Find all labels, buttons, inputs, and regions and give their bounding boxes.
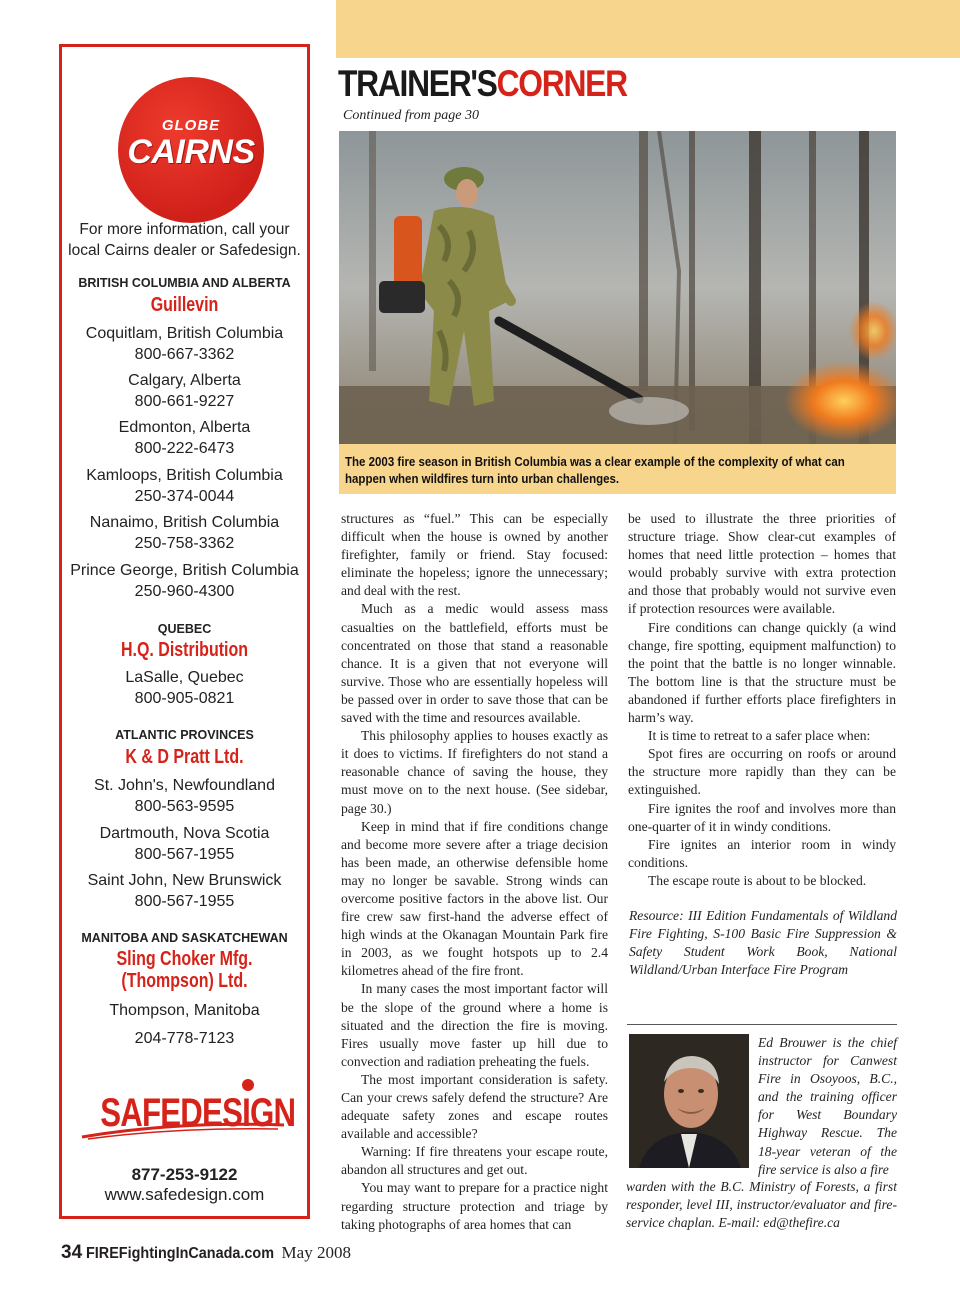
header-band — [336, 0, 960, 58]
continued-note: Continued from page 30 — [343, 108, 479, 123]
location-city: Kamloops, British Columbia — [86, 467, 283, 484]
divider — [627, 1024, 897, 1025]
safedesign-logo — [76, 1083, 296, 1143]
article-paragraph: You may want to prepare for a practice night regarding structure protection and triage by taking photographs of area homes that can — [341, 1180, 608, 1232]
article-paragraph: It is time to retreat to a safer place when: — [648, 728, 871, 744]
dealer-location — [62, 465, 307, 507]
article-paragraph: Much as a medic would assess mass casualties on the battlefield, efforts must be concentrated on those that stand a reasonable chance. It is a given that not everyone will survive. Those who are essentially hopeless will be passed over in order to save those that can be saved with the time and resources available. — [341, 601, 608, 726]
safedesign-wordmark: SAFEDESIGN — [100, 1091, 296, 1135]
dealer-location — [62, 1000, 307, 1021]
article-paragraph: The most important consideration is safety. Can your crews safely defend the structure? Are adequate safety zones and escape routes available and accessible? — [341, 1071, 608, 1142]
logo-cairns-text: CAIRNS — [127, 133, 255, 171]
dealer-location — [62, 823, 307, 865]
wildfire-photo — [339, 131, 896, 444]
resource-note: Resource: III Edition Fundamentals of Wildland Fire Fighting, S-100 Basic Fire Suppression & Safety Student Work Book, National Wildland/Urban Interface Fire Program — [629, 908, 897, 978]
location-phone: 800-661-9227 — [134, 393, 235, 410]
location-phone: 250-374-0044 — [134, 488, 235, 505]
dealer-location — [62, 370, 307, 412]
section-title-part2: CORNER — [496, 63, 627, 104]
article-paragraph: Spot fires are occurring on roofs or around the structure more rapidly than they can be extinguished. — [628, 746, 896, 798]
region-heading: MANITOBA AND SASKATCHEWAN — [81, 931, 288, 945]
dealer-location — [62, 1028, 307, 1049]
location-city: Saint John, New Brunswick — [87, 872, 282, 889]
author-headshot — [629, 1034, 749, 1168]
page-footer — [61, 1242, 351, 1264]
author-bio: Ed Brouwer is the chief instructor for Canwest Fire in Osoyoos, B.C., and the training officer for West Boundary Highway Rescue. The 18-year veteran of the fire service is also a fire — [758, 1035, 897, 1177]
article-paragraph: Fire conditions can change quickly (a wind change, fire spotting, equipment malfunction) to the point that the battle is no longer winnable. The bottom line is that the structure must be abandoned if further efforts place firefighters in harm’s way. — [628, 619, 896, 726]
location-city: Prince George, British Columbia — [70, 562, 299, 579]
location-city: Edmonton, Alberta — [118, 419, 251, 436]
safedesign-website[interactable]: www.safedesign.com — [104, 1185, 265, 1204]
photo-caption-text: The 2003 fire season in British Columbia was a clear example of the complexity of what can happen when wildfires turn into urban challenges. — [345, 455, 845, 486]
location-phone: 800-667-3362 — [134, 346, 235, 363]
article-paragraph: This philosophy applies to houses exactly as it does to victims. If firefighters do not stand a reasonable chance of saving the house, they must move on to the next house. (See sidebar, page 30.) — [341, 728, 608, 816]
region-heading: BRITISH COLUMBIA AND ALBERTA — [78, 276, 291, 290]
dealer-name: H.Q. Distribution — [120, 639, 249, 661]
section-title-part1: TRAINER'S — [338, 63, 497, 104]
location-city: Thompson, Manitoba — [109, 1002, 260, 1019]
dealer-location — [62, 870, 307, 912]
logo-swoosh-icon — [78, 1119, 288, 1141]
location-city: LaSalle, Quebec — [125, 669, 244, 686]
logo-dot — [242, 1079, 254, 1091]
dealer-location — [62, 560, 307, 602]
article-paragraph: Fire ignites the roof and involves more than one-quarter of it in windy conditions. — [628, 800, 896, 834]
location-city: Nanaimo, British Columbia — [89, 514, 280, 531]
article-paragraph: In many cases the most important factor will be the slope of the ground where a home is situated and the direction the fire is moving. Fires usually move faster up hill due to convection and radiation preheating the fuels. — [341, 981, 608, 1069]
dealer-location — [62, 512, 307, 554]
location-phone: 800-222-6473 — [134, 440, 235, 457]
globe-cairns-logo — [118, 77, 264, 223]
dealer-location — [62, 667, 307, 709]
location-phone: 250-758-3362 — [134, 535, 235, 552]
footer-website[interactable]: FIREFightingInCanada.com — [86, 1245, 275, 1262]
article-paragraph: be used to illustrate the three priorities of structure triage. Show clear-cut examples of homes that need little protection – homes that would probably survive with extra protection and those that probably would not survive even if protection resources were available. — [628, 511, 896, 617]
author-portrait-image — [629, 1034, 749, 1168]
location-city: Calgary, Alberta — [128, 372, 241, 389]
article-paragraph: Warning: If fire threatens your escape route, abandon all structures and get out. — [341, 1144, 608, 1178]
dealer-name: Guillevin — [150, 294, 219, 316]
author-bio-continued: warden with the B.C. Ministry of Forests, a first responder, level III, instructor/evaluator and fire-service chaplan. E-mail: ed@thefire.ca — [626, 1179, 897, 1231]
dealer-location — [62, 323, 307, 365]
dealer-name: (Thompson) Ltd. — [121, 970, 248, 992]
article-column-3 — [628, 510, 896, 890]
photo-caption — [339, 444, 896, 494]
dealer-name: K & D Pratt Ltd. — [125, 746, 244, 768]
location-phone: 800-567-1955 — [134, 846, 235, 863]
ad-intro-line2: local Cairns dealer or Safedesign. — [68, 242, 301, 259]
article-column-2 — [341, 510, 608, 1234]
dealer-location — [62, 417, 307, 459]
location-city: Coquitlam, British Columbia — [85, 325, 284, 342]
location-city: Dartmouth, Nova Scotia — [99, 825, 270, 842]
location-phone: 800-563-9595 — [134, 798, 235, 815]
firefighter-with-blower-image — [339, 131, 896, 444]
location-phone: 800-905-0821 — [134, 690, 235, 707]
article-paragraph: The escape route is about to be blocked. — [648, 872, 867, 888]
article-paragraph: Fire ignites an interior room in windy conditions. — [628, 836, 896, 870]
location-phone: 800-567-1955 — [134, 893, 235, 910]
article-paragraph: Keep in mind that if fire conditions change and become more severe after a triage decision has been made, an otherwise defensible home may no longer be savable. Strong winds can overcome positive factors in the above list. Our fire crew saw first-hand the adverse effect of high winds at the Okanagan Mountain Park fire in 2003, as we fought hotspots up to 2.4 kilometres ahead of the fire front. — [341, 818, 608, 979]
article-paragraph: structures as “fuel.” This can be especially difficult when the house is owned by another firefighter, family or friend. Stay focused: eliminate the hopeless; ignore the unnecessary; and deal with the rest. — [341, 511, 608, 599]
logo-globe-text: GLOBE — [161, 117, 221, 134]
ad-intro-line1: For more information, call your — [79, 221, 290, 238]
location-phone: 250-960-4300 — [134, 583, 235, 600]
safedesign-phone: 877-253-9122 — [131, 1165, 238, 1184]
location-city: St. John's, Newfoundland — [94, 777, 275, 794]
region-heading: QUEBEC — [157, 622, 212, 636]
section-title — [338, 64, 627, 104]
location-phone: 204-778-7123 — [134, 1030, 235, 1047]
ad-intro — [62, 219, 307, 261]
issue-date: May 2008 — [281, 1243, 351, 1262]
dealer-name: Sling Choker Mfg. — [116, 948, 253, 970]
cairns-advertisement — [59, 44, 310, 1219]
page-number: 34 — [61, 1242, 83, 1263]
region-heading: ATLANTIC PROVINCES — [115, 728, 254, 742]
dealer-location — [62, 775, 307, 817]
